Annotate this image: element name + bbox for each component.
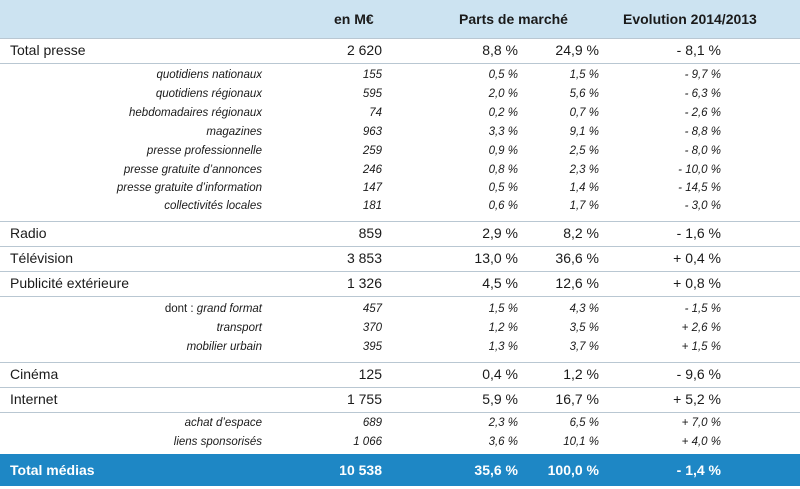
row-label: Télévision [10,250,74,266]
row-label: Cinéma [10,366,59,382]
row-value: 859 [358,225,382,241]
row-share-b: 16,7 % [555,391,599,407]
divider [0,63,800,64]
row-share-b: 36,6 % [555,250,599,266]
row-share-b: 3,5 % [569,322,599,334]
row-evolution: + 0,8 % [673,275,721,291]
table-header [0,0,800,38]
row-evolution: - 9,7 % [684,69,721,81]
row-value: 155 [362,69,382,81]
row-value: 595 [362,88,382,100]
row-evolution: + 7,0 % [681,417,721,429]
row-label: quotidiens nationaux [156,69,262,81]
row-label: achat d’espace [184,417,262,429]
row-share-a: 3,6 % [488,436,518,448]
total-evolution: - 1,4 % [676,462,721,478]
total-value: 10 538 [339,462,382,478]
row-share-a: 1,5 % [488,303,518,315]
row-share-a: 13,0 % [474,250,518,266]
row-share-b: 1,5 % [569,69,599,81]
divider [0,387,800,388]
row-share-b: 0,7 % [569,107,599,119]
row-value: 2 620 [346,42,382,58]
row-label: Radio [10,225,47,241]
row-label: magazines [206,126,262,138]
row-evolution: + 0,4 % [673,250,721,266]
row-label: Total presse [10,42,86,58]
total-share-a: 35,6 % [474,462,518,478]
row-evolution: - 14,5 % [678,182,721,194]
row-share-a: 8,8 % [482,42,518,58]
row-share-b: 3,7 % [569,341,599,353]
row-share-a: 2,3 % [488,417,518,429]
row-value: 246 [362,164,382,176]
row-share-a: 0,2 % [488,107,518,119]
row-share-b: 9,1 % [569,126,599,138]
header-value: en M€ [334,11,374,27]
row-evolution: + 4,0 % [681,436,721,448]
divider [0,296,800,297]
row-share-a: 0,5 % [488,69,518,81]
row-label: mobilier urbain [186,341,262,353]
row-label: liens sponsorisés [173,436,262,448]
row-evolution: - 6,3 % [684,88,721,100]
row-evolution: - 1,5 % [684,303,721,315]
row-share-a: 0,9 % [488,145,518,157]
row-share-b: 1,7 % [569,200,599,212]
row-value: 147 [362,182,382,194]
row-evolution: + 5,2 % [673,391,721,407]
row-value: 395 [362,341,382,353]
divider [0,362,800,363]
row-evolution: - 3,0 % [684,200,721,212]
row-value: 963 [362,126,382,138]
row-share-a: 5,9 % [482,391,518,407]
row-label: collectivités locales [164,200,262,212]
divider [0,271,800,272]
row-evolution: - 8,1 % [676,42,721,58]
row-label-prefix: dont : [164,303,197,315]
row-evolution: - 2,6 % [684,107,721,119]
row-share-b: 12,6 % [555,275,599,291]
row-value: 689 [362,417,382,429]
row-evolution: + 2,6 % [681,322,721,334]
row-label-text: grand format [196,303,262,315]
row-share-b: 4,3 % [569,303,599,315]
row-share-b: 2,3 % [569,164,599,176]
row-value: 125 [358,366,382,382]
row-evolution: + 1,5 % [681,341,721,353]
row-share-b: 6,5 % [569,417,599,429]
row-evolution: - 8,0 % [684,145,721,157]
row-evolution: - 9,6 % [676,366,721,382]
row-value: 259 [362,145,382,157]
row-share-a: 0,5 % [488,182,518,194]
divider [0,221,800,222]
row-value: 74 [369,107,382,119]
row-value: 1 066 [353,436,382,448]
row-share-b: 1,4 % [569,182,599,194]
row-share-b: 24,9 % [555,42,599,58]
row-share-a: 0,6 % [488,200,518,212]
row-label: Publicité extérieure [10,275,130,291]
row-label: presse gratuite d’annonces [123,164,262,176]
row-share-a: 1,3 % [488,341,518,353]
total-share-b: 100,0 % [547,462,599,478]
row-label [165,303,262,315]
row-share-a: 4,5 % [482,275,518,291]
row-label: Internet [10,391,58,407]
row-share-b: 8,2 % [563,225,599,241]
total-label: Total médias [10,462,95,478]
row-label: transport [216,322,262,334]
row-evolution: - 10,0 % [678,164,721,176]
row-share-b: 10,1 % [563,436,599,448]
row-label: hebdomadaires régionaux [129,107,262,119]
row-total-medias [0,454,800,486]
row-label: presse gratuite d’information [116,182,262,194]
row-share-a: 2,9 % [482,225,518,241]
row-label: quotidiens régionaux [155,88,262,100]
row-share-a: 0,4 % [482,366,518,382]
divider [0,246,800,247]
row-label: presse professionnelle [146,145,262,157]
row-share-b: 1,2 % [563,366,599,382]
row-value: 1 326 [346,275,382,291]
row-share-a: 1,2 % [488,322,518,334]
row-value: 457 [362,303,382,315]
row-share-b: 2,5 % [569,145,599,157]
divider [0,412,800,413]
row-value: 370 [362,322,382,334]
row-evolution: - 8,8 % [684,126,721,138]
row-share-a: 2,0 % [488,88,518,100]
row-share-a: 3,3 % [488,126,518,138]
row-value: 3 853 [346,250,382,266]
row-share-a: 0,8 % [488,164,518,176]
header-evolution: Evolution 2014/2013 [623,11,757,27]
row-value: 1 755 [346,391,382,407]
header-share: Parts de marché [459,11,568,27]
row-value: 181 [362,200,382,212]
row-evolution: - 1,6 % [676,225,721,241]
row-share-b: 5,6 % [569,88,599,100]
divider [0,38,800,39]
